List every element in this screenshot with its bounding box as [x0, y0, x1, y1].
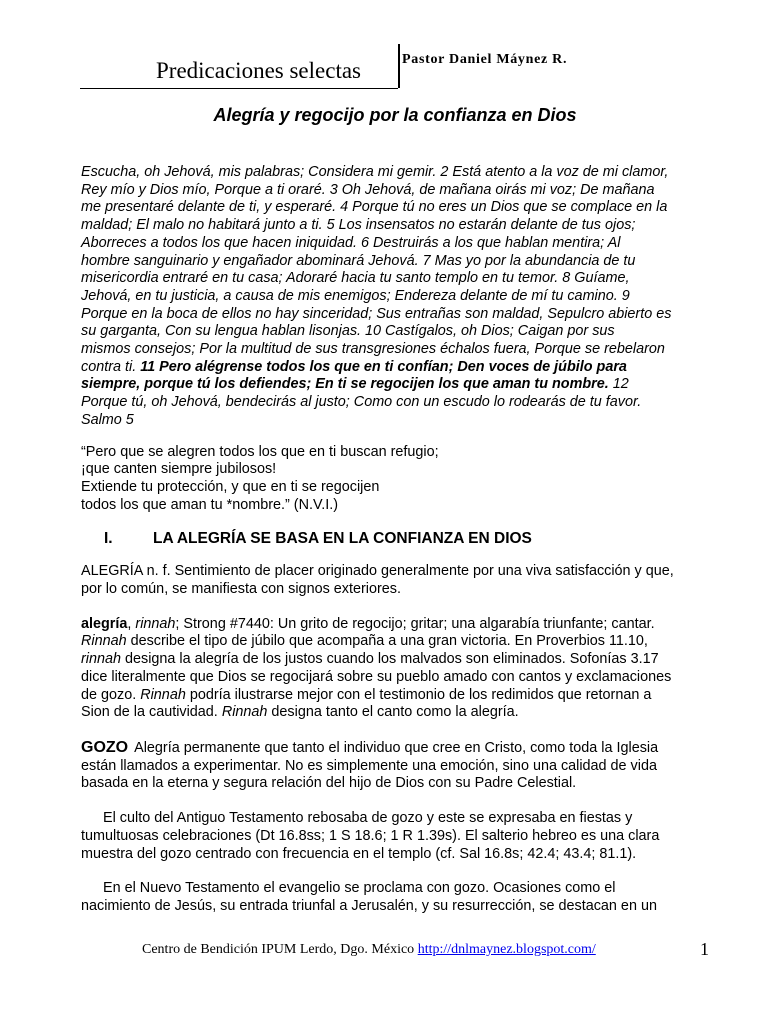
- psalm-line: mismos consejos; Por la multitud de sus transgresiones échalos fuera, Porque se rebelaron: [81, 341, 665, 358]
- psalm-text: 12: [608, 376, 629, 393]
- psalm-line: Porque en la boca de ellos no hay sinceridad; Sus entrañas son maldad, Sepulcro abierto es: [81, 305, 672, 322]
- gozo-line: [81, 739, 709, 758]
- rinnah-text: describe el tipo de júbilo que acompaña a una gran victoria. En Proverbios 11.10,: [126, 633, 648, 650]
- rinnah-line: [81, 687, 709, 705]
- quote-line: ¡que canten siempre jubilosos!: [81, 461, 277, 478]
- gozo-paragraph: [81, 739, 709, 793]
- antiguo-testamento-paragraph: [81, 810, 709, 863]
- term-hebrew: Rinnah: [221, 704, 268, 721]
- psalm-line: maldad; El malo no habitará junto a ti. 5 Los insensatos no estarán delante de tus ojos;: [81, 217, 636, 234]
- culto-line: muestra del gozo centrado con frecuencia en el templo (cf. Sal 16.8s; 42.4; 43.4; 81.1).: [81, 845, 637, 862]
- rinnah-paragraph: [81, 616, 709, 722]
- rinnah-line: dice literalmente que Dios se regocijará sobre su pueblo amado con cantos y exclamaciones: [81, 668, 672, 685]
- gozo-line: están llamados a experimentar. No es simplemente una emoción, sino una calidad de vida: [81, 757, 657, 774]
- psalm-line: Rey mío y Dios mío, Porque a ti oraré. 3 Oh Jehová, de mañana oirás mi voz; De mañana: [81, 181, 655, 198]
- rinnah-text: ,: [127, 615, 136, 632]
- gozo-line: basada en la eterna y segura relación del hijo de Dios con su Padre Celestial.: [81, 775, 577, 792]
- page-number: 1: [700, 939, 709, 959]
- rinnah-text: designa tanto el canto como la alegría.: [267, 704, 519, 721]
- page-header: [80, 44, 688, 88]
- rinnah-line: [81, 616, 709, 634]
- quote-line: Extiende tu protección, y que en ti se regocijen: [81, 478, 380, 495]
- psalm-line: [81, 376, 709, 394]
- header-author: Pastor Daniel Máynez R.: [402, 52, 568, 67]
- psalm-line: [81, 359, 709, 377]
- term-hebrew: rinnah: [81, 651, 122, 668]
- rinnah-text: designa la alegría de los justos cuando los malvados son eliminados. Sofonías 3.17: [121, 651, 659, 668]
- term-hebrew: rinnah: [135, 615, 176, 632]
- nt-line: nacimiento de Jesús, su entrada triunfal a Jerusalén, y su resurrección, se destacan en un: [81, 897, 657, 914]
- psalm-line: misericordia entraré en tu casa; Adoraré hacia tu santo templo en tu temor. 8 Guíame,: [81, 270, 630, 287]
- psalm-reference: Salmo 5: [81, 411, 134, 428]
- rinnah-text: podría ilustrarse mejor con el testimonio de los redimidos que retornan a: [185, 686, 652, 703]
- rinnah-text: Sion de la cautividad.: [81, 704, 222, 721]
- section-title: LA ALEGRÍA SE BASA EN LA CONFIANZA EN DIOS: [153, 530, 532, 548]
- term-hebrew: Rinnah: [140, 686, 186, 703]
- blog-link[interactable]: http://dnlmaynez.blogspot.com/: [417, 942, 596, 957]
- gozo-text: Alegría permanente que tanto el individuo que cree en Cristo, como toda la Iglesia: [134, 739, 659, 756]
- rinnah-text: de gozo.: [81, 686, 141, 703]
- nuevo-testamento-paragraph: [81, 880, 709, 915]
- section-heading: [81, 530, 709, 548]
- psalm-line: me presentaré delante de ti, y esperaré. 4 Porque tú no eres un Dios que se complace en la: [81, 199, 668, 216]
- term-hebrew: Rinnah: [81, 633, 127, 650]
- section-number: I.: [104, 530, 113, 548]
- psalm-line: Aborreces a todos los que hacen iniquidad. 6 Destruirás a los que hablan mentira; Al: [81, 234, 621, 251]
- header-title-box: [80, 44, 398, 89]
- rinnah-line: [81, 633, 709, 651]
- culto-line: El culto del Antiguo Testamento rebosaba de gozo y este se expresaba en fiestas y: [103, 810, 633, 827]
- header-divider: [398, 44, 400, 88]
- quote-line: todos los que aman tu *nombre.” (N.V.I.): [81, 496, 339, 513]
- term-word: alegría: [81, 615, 128, 632]
- document-body: [81, 164, 709, 916]
- rinnah-line: [81, 651, 709, 669]
- rinnah-line: [81, 704, 709, 722]
- culto-line: tumultuosas celebraciones (Dt 16.8ss; 1 S 18.6; 1 R 1.39s). El salterio hebreo es una clara: [81, 827, 660, 844]
- document-title: Alegría y regocijo por la confianza en Dios: [213, 105, 577, 125]
- definition-line: ALEGRÍA n. f. Sentimiento de placer originado generalmente por una viva satisfacción y que,: [81, 563, 674, 580]
- quote-line: “Pero que se alegren todos los que en ti buscan refugio;: [81, 443, 439, 460]
- psalm-highlight: 11 Pero alégrense todos los que en ti confían; Den voces de júbilo para: [140, 358, 627, 375]
- footer-text: [142, 942, 596, 958]
- gozo-heading: GOZO: [81, 738, 129, 756]
- psalm-line: su garganta, Con su lengua hablan lisonjas. 10 Castígalos, oh Dios; Caigan por sus: [81, 323, 615, 340]
- psalm-highlight: siempre, porque tú los defiendes; En ti se regocijen los que aman tu nombre.: [81, 376, 609, 393]
- rinnah-text: ; Strong #7440: Un grito de regocijo; gritar; una algarabía triunfante; cantar.: [175, 615, 655, 632]
- nvi-quote: [81, 444, 709, 515]
- psalm-line: Porque tú, oh Jehová, bendecirás al justo; Como con un escudo lo rodearás de tu favor.: [81, 394, 642, 411]
- psalm-text: contra ti.: [81, 358, 141, 375]
- definition-line: por lo común, se manifiesta con signos exteriores.: [81, 581, 401, 598]
- footer-church: Centro de Bendición IPUM Lerdo, Dgo. México: [142, 942, 418, 957]
- alegria-definition: [81, 563, 709, 598]
- header-title: Predicaciones selectas: [156, 58, 361, 83]
- nt-line: En el Nuevo Testamento el evangelio se proclama con gozo. Ocasiones como el: [103, 880, 616, 897]
- psalm-passage: [81, 164, 709, 430]
- psalm-line: hombre sanguinario y engañador abominará Jehová. 7 Mas yo por la abundancia de tu: [81, 252, 636, 269]
- psalm-line: Escucha, oh Jehová, mis palabras; Considera mi gemir. 2 Está atento a la voz de mi clamor,: [81, 164, 669, 180]
- psalm-line: Jehová, en tu justicia, a causa de mis enemigos; Endereza delante de mí tu camino. 9: [81, 287, 630, 304]
